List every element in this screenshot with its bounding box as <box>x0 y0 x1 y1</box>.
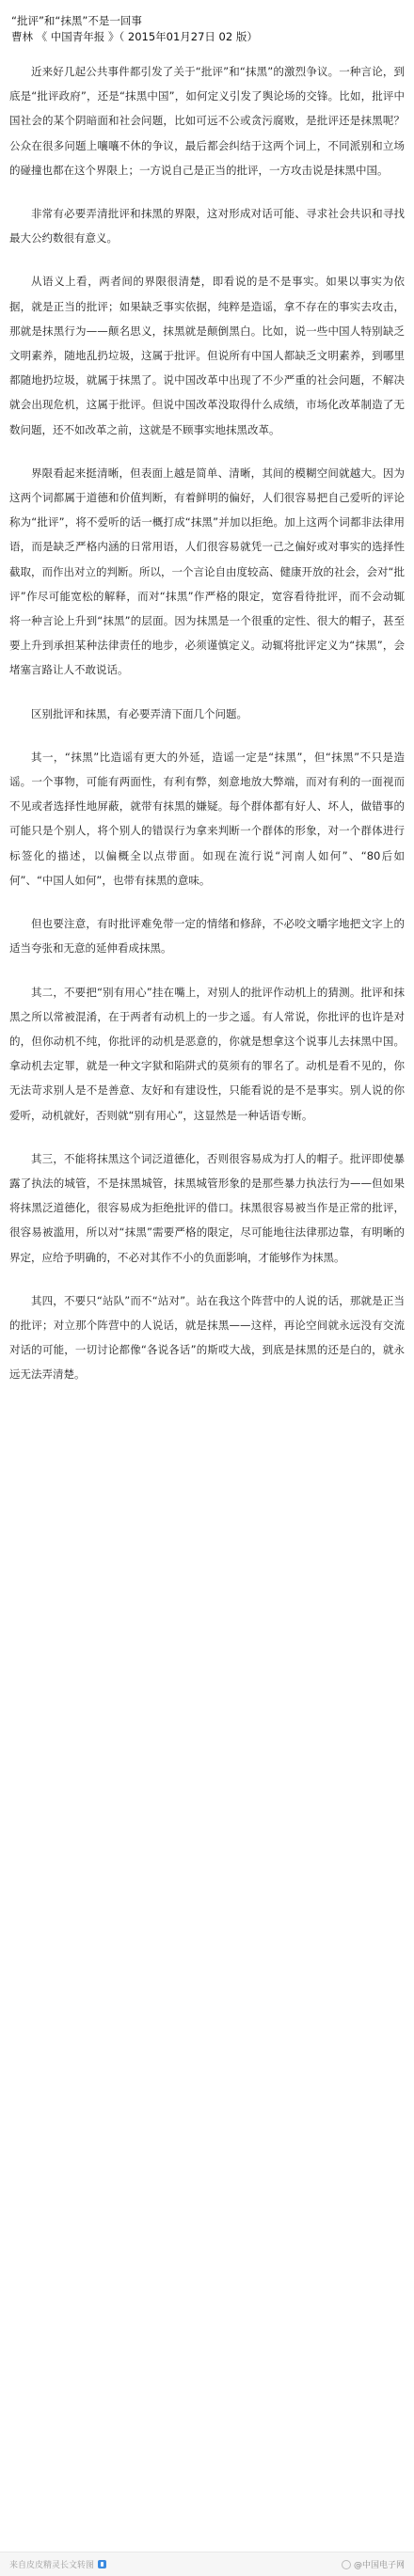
article-paragraph: 但也要注意，有时批评难免带一定的情绪和修辞，不必咬文嚼字地把文字上的适当夸张和无意的延伸看成抹黑。 <box>9 917 405 956</box>
paragraph-gap <box>9 893 405 911</box>
article-paragraph: 界限看起来挺清晰，但表面上越是简单、清晰，其间的模糊空间就越大。因为这两个词都属于道德和价值判断，有着鲜明的偏好，人们很容易把自己爱听的评论称为“批评”，将不爱听的话一概打成“抹黑”并加以拒绝。加上这两个词都非法律用语，而是缺乏严格内涵的日常用语，人们很容易就凭一己之偏好或对事实的选择性截取，而作出对立的判断。所以，一个言论自由度较高、健康开放的社会，会对“批评”作尽可能宽松的解释，而对“抹黑”作严格的限定，宽容看待批评，而不会动辄将一种言论上升到“抹黑”的层面。因为抹黑是一个很重的定性、很大的帽子，甚至要上升到承担某种法律责任的地步，必须谨慎定义。动辄将批评定义为“抹黑”，会堵塞言路让人不敢说话。 <box>9 466 405 677</box>
article-byline: 曹林 《 中国青年报 》（ 2015年01月27日 02 版） <box>11 30 258 43</box>
article-paragraph: 近来好几起公共事件都引发了关于“批评”和“抹黑”的激烈争议。一种言论，到底是“批评政府”，还是“抹黑中国”，如何定义引发了舆论场的交锋。比如，批评中国社会的某个阴暗面和社会问题，比如可远不公或贪污腐败，是批评还是抹黑呢？公众在很多问题上嚷嚷不休的争议，最后都会纠结于这两个词上，不同派别和立场的碰撞也都在这个界限上；一方说自己是正当的批评，一方攻击说是抹黑中国。 <box>9 65 405 177</box>
watermark-text: @中国电子网 <box>353 2561 405 2570</box>
source-label: 来自皮皮精灵长文转图 <box>9 2561 95 2570</box>
article-paragraph: 其二，不要把“别有用心”挂在嘴上，对别人的批评作动机上的猜测。批评和抹黑之所以常被混淆，在于两者有动机上的一步之遥。有人常说，你批评的也许是对的，但你动机不纯，你批评的动机是恶意的，你就是想拿这个说事儿去抹黑中国。拿动机去定罪，就是一种文字狱和陷阱式的莫须有的罪名了。动机是看不见的，你无法苛求别人是不是善意、友好和有建设性，只能看说的是不是事实。别人说的你爱听，动机就好，否则就“别有用心”，这显然是一种话语专断。 <box>9 985 405 1122</box>
source-attribution[interactable] <box>9 2558 106 2570</box>
page-footer <box>0 2552 414 2576</box>
paragraph-gap <box>9 250 405 269</box>
paragraph-gap <box>9 1128 405 1146</box>
article-paragraph: 其四，不要只“站队”而不“站对”。站在我这个阵营中的人说的话，那就是正当的批评；对立那个阵营中的人说话，就是抹黑——这样，再论空间就永远没有交流对话的可能，一切讨论都像“各说各话”的斯哎大战，到底是抹黑的还是白的，就永远无法弄清楚。 <box>9 1293 405 1382</box>
article-paragraph: 非常有必要弄清批评和抹黑的界限，这对形成对话可能、寻求社会共识和寻找最大公约数很有意义。 <box>9 207 405 245</box>
paragraph-gap <box>9 1270 405 1288</box>
article-paragraph: 其一，“抹黑”比造谣有更大的外延，造谣一定是“抹黑”，但“抹黑”不只是造谣。一个事物，可能有两面性，有利有弊，刻意地放大弊端，而对有利的一面视而不见或者选择性地屏蔽，就带有抹黑的嫌疑。每个群体都有好人、坏人，做错事的可能只是个别人，将个别人的错误行为拿来判断一个群体的形象，对一个群体进行标签化的描述，以偏概全以点带面。如现在流行说“河南人如何”、“80后如何”、“中国人如何”，也带有抹黑的意味。 <box>9 750 405 887</box>
weibo-logo-icon <box>342 2560 351 2569</box>
article-paragraph: 其三，不能将抹黑这个词泛道德化，否则很容易成为打人的帽子。批评即使暴露了执法的城管，不是抹黑城管，抹黑城管形象的是那些暴力执法行为——但如果将抹黑泛道德化，很容易成为拒绝批评的借口。抹黑很容易被当作是正常的批评，很容易被滥用，所以对“抹黑”需要严格的限定，尽可能地往法律那边靠，有明晰的界定，应给予明确的，不必对其作不小的负面影响，才能够作为抹黑。 <box>9 1151 405 1264</box>
paragraph-gap <box>9 182 405 201</box>
paragraph-gap <box>9 683 405 702</box>
watermark <box>342 2558 405 2570</box>
article-paragraph: 区别批评和抹黑，有必要弄清下面几个问题。 <box>31 706 247 720</box>
paragraph-gap <box>9 726 405 745</box>
paragraph-gap <box>9 961 405 980</box>
paragraph-gap <box>9 442 405 461</box>
app-logo-icon <box>98 2560 106 2568</box>
article-title: “批评”和“抹黑”不是一回事 <box>11 14 142 27</box>
article-paragraph: 从语义上看，两者间的界限很清楚，即看说的是不是事实。如果以事实为依据，就是正当的批评；如果缺乏事实依据，纯粹是造谣，拿不存在的事实去攻击，那就是抹黑行为——颠名思义，抹黑就是颠倒黑白。比如，说一些中国人特别缺乏文明素养，随地乱扔垃圾，这属于批评。但说所有中国人都缺乏文明素养，到哪里都随地扔垃圾，就属于抹黑了。说中国改革中出现了不少严重的社会问题，不解决就会出现危机，这属于批评。但说中国改革没取得什么成绩，市场化改革制造了无数问题，还不如改革之前，这就是不顾事实地抹黑改革。 <box>9 275 405 436</box>
